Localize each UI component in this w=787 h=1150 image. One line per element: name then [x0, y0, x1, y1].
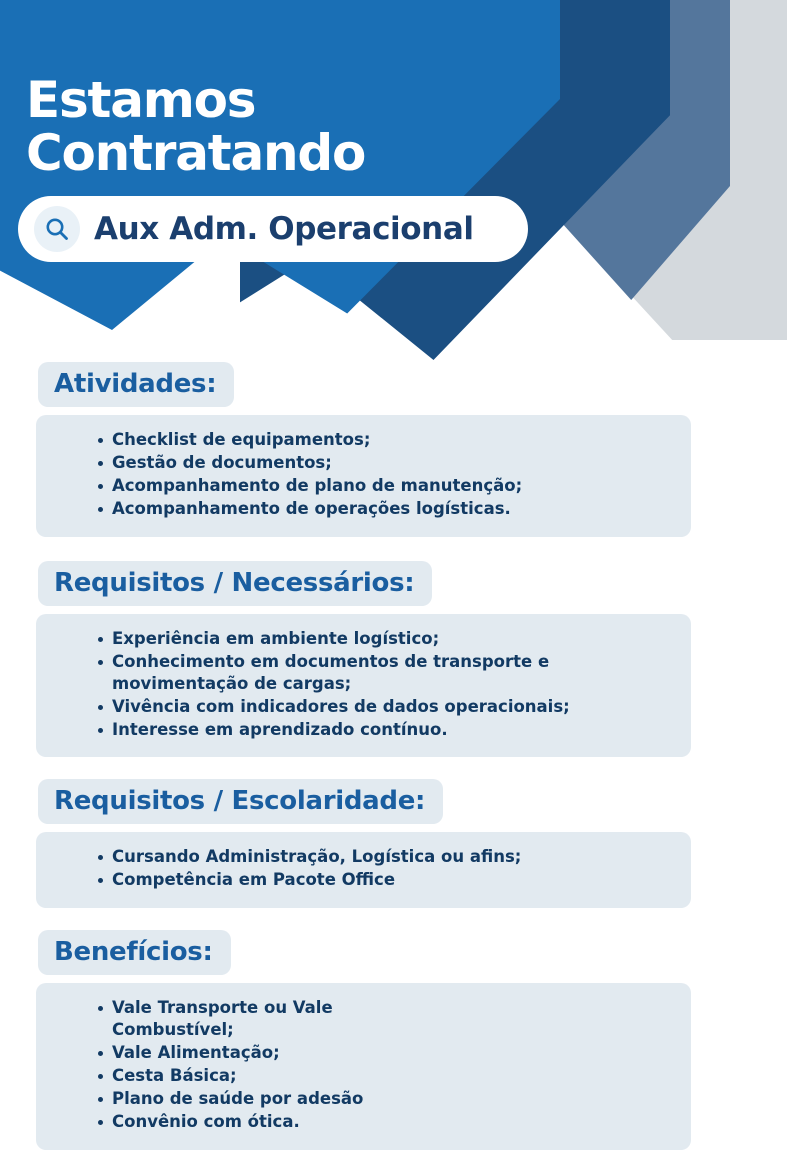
job-title: Aux Adm. Operacional [94, 211, 474, 247]
list-item: Conhecimento em documentos de transporte e movimentação de cargas; [98, 651, 671, 695]
list-item: Checklist de equipamentos; [98, 429, 671, 451]
list-beneficios [80, 997, 671, 1133]
section-title-badge-requisitos-escolaridade [38, 779, 443, 824]
list-item: Acompanhamento de operações logísticas. [98, 498, 671, 520]
section-atividades [0, 362, 787, 537]
poster-header [0, 0, 787, 360]
section-requisitos-necessarios [0, 561, 787, 758]
section-panel-requisitos-escolaridade [36, 832, 691, 908]
section-title-beneficios: Benefícios: [54, 937, 213, 968]
list-item: Interesse em aprendizado contínuo. [98, 719, 671, 741]
list-item: Gestão de documentos; [98, 452, 671, 474]
headline-line-1: Estamos [26, 71, 256, 129]
section-panel-requisitos-necessarios [36, 614, 691, 758]
section-title-badge-atividades [38, 362, 234, 407]
list-item: Acompanhamento de plano de manutenção; [98, 475, 671, 497]
list-requisitos-necessarios [80, 628, 671, 741]
list-item: Vale Alimentação; [98, 1042, 671, 1064]
section-requisitos-escolaridade [0, 779, 787, 908]
section-title-badge-requisitos-necessarios [38, 561, 432, 606]
section-title-requisitos-escolaridade: Requisitos / Escolaridade: [54, 786, 426, 817]
list-requisitos-escolaridade [80, 846, 671, 891]
list-item: Cursando Administração, Logística ou afins; [98, 846, 671, 868]
list-item: Experiência em ambiente logístico; [98, 628, 671, 650]
section-title-atividades: Atividades: [54, 369, 217, 399]
list-item: Convênio com ótica. [98, 1111, 671, 1133]
list-item: Vale Transporte ou Vale Combustível; [98, 997, 342, 1041]
section-title-requisitos-necessarios: Requisitos / Necessários: [54, 567, 415, 598]
search-icon [34, 206, 80, 252]
job-title-search-pill [18, 196, 528, 262]
list-item: Vivência com indicadores de dados operacionais; [98, 696, 671, 718]
list-item: Plano de saúde por adesão [98, 1088, 671, 1110]
section-beneficios [0, 930, 787, 1150]
section-panel-beneficios [36, 983, 691, 1150]
headline-line-2: Contratando [26, 124, 366, 182]
list-atividades [80, 429, 671, 520]
list-item: Competência em Pacote Office [98, 869, 671, 891]
section-title-badge-beneficios [38, 930, 231, 975]
list-item: Cesta Básica; [98, 1065, 671, 1087]
section-panel-atividades [36, 415, 691, 537]
headline [26, 71, 366, 182]
poster-content [0, 362, 787, 1150]
